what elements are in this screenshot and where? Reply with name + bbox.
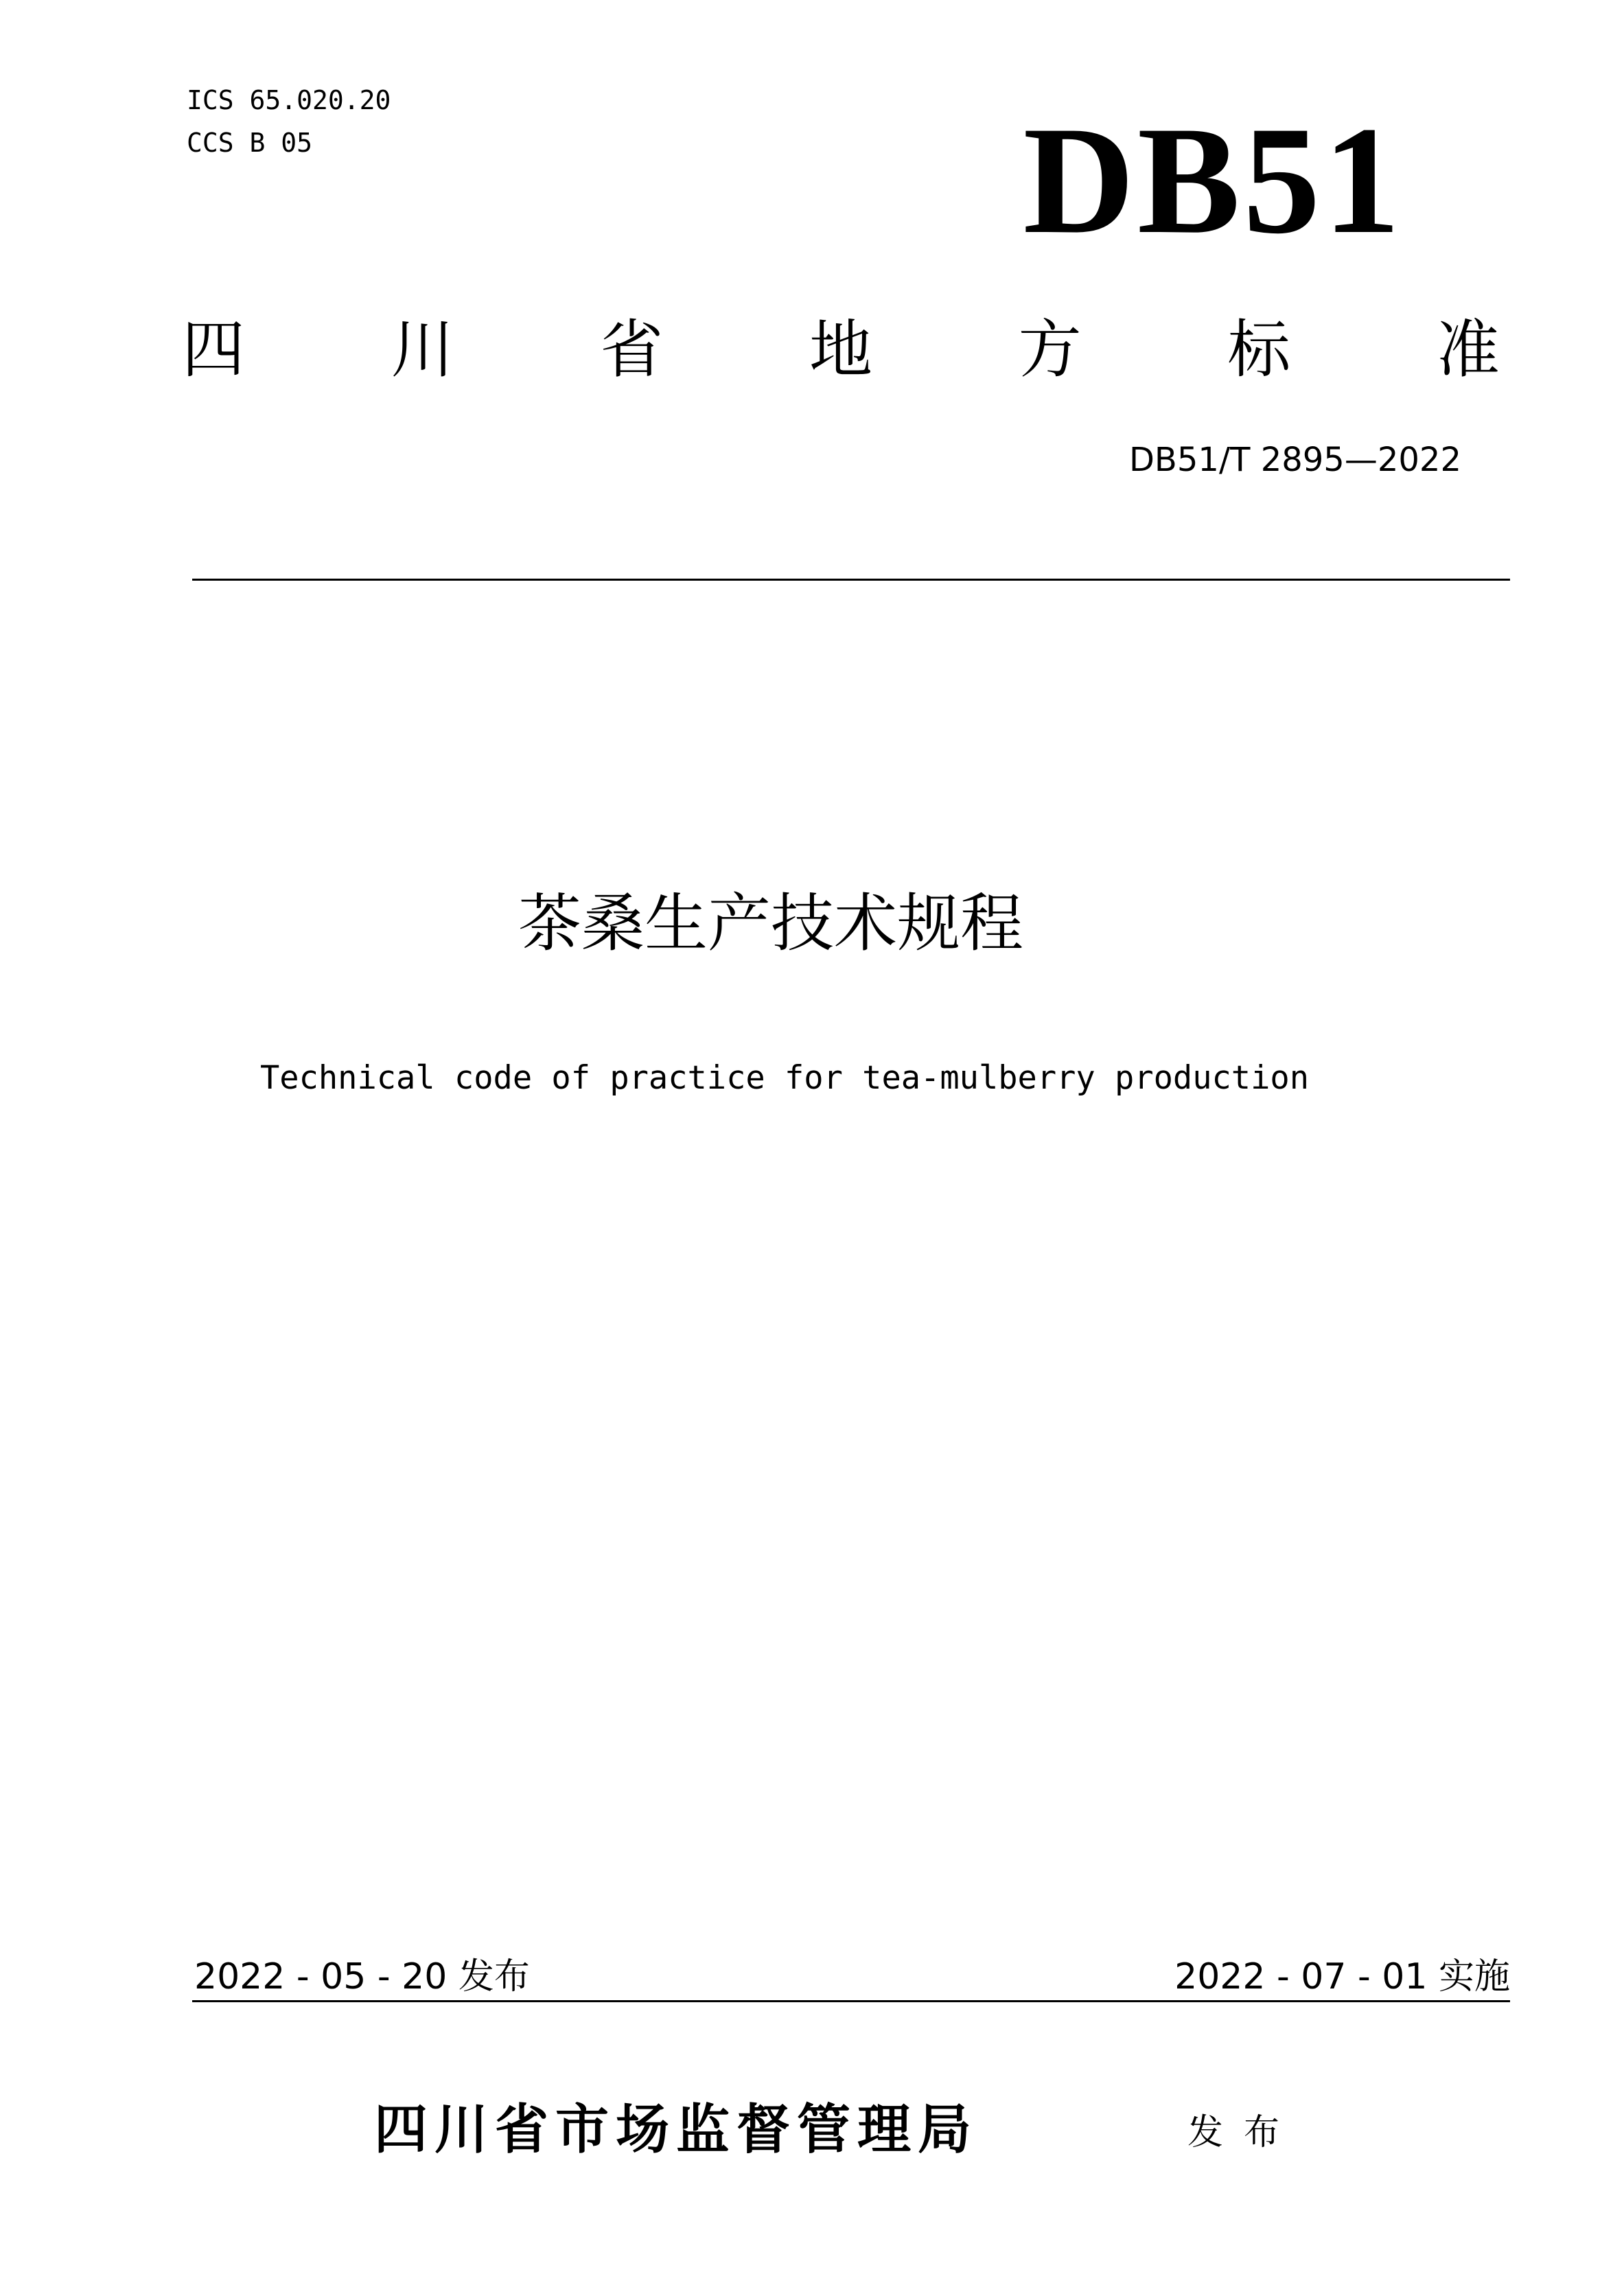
document-title-chinese: 茶桑生产技术规程 [518,887,1023,960]
standard-type-char: 川 [391,313,454,386]
publisher-name: 四川省市场监督管理局 [374,2099,979,2161]
standard-type-char: 准 [1436,313,1500,386]
issue-date: 2022 - 05 - 20 发布 [194,1956,530,1997]
standard-number: DB51/T 2895—2022 [1128,441,1461,479]
db-logo: DB51 [1023,94,1403,266]
standard-type-char: 方 [1018,313,1082,386]
implementation-date: 2022 - 07 - 01 实施 [1174,1956,1510,1997]
standard-type-char: 标 [1227,313,1291,386]
bottom-divider [192,2000,1510,2002]
standard-type-char: 四 [182,313,246,386]
publish-label: 发布 [1187,2112,1301,2153]
classification-codes [187,79,391,164]
ics-code: ICS 65.020.20 [187,85,391,115]
standard-type-char: 地 [809,313,872,386]
top-divider [192,579,1510,581]
document-title-english: Technical code of practice for tea-mulberry production [259,1059,1309,1097]
standard-type-char: 省 [600,313,664,386]
ccs-code: CCS B 05 [187,128,313,158]
standard-type-heading [182,312,1500,388]
